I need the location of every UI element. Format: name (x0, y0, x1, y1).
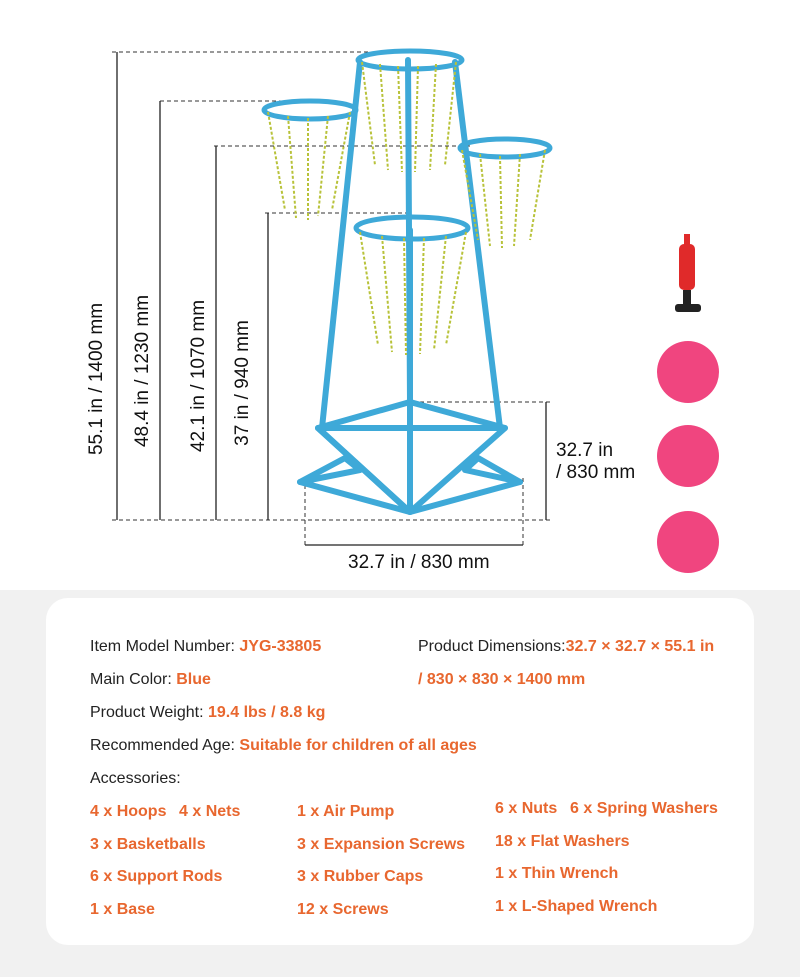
weight-value: 19.4 lbs / 8.8 kg (207, 704, 326, 721)
dims-row (418, 638, 714, 656)
dims-row-2 (418, 671, 585, 689)
stand-frame (300, 60, 520, 512)
accessory-item: 6 x Support Rods (90, 868, 223, 885)
accessory-item: 6 x Nuts (495, 800, 558, 817)
specs-card (46, 598, 754, 945)
accessory-item: 1 x L-Shaped Wrench (495, 898, 658, 915)
basketballs-icon (657, 341, 719, 573)
height-label-940: 37 in / 940 mm (232, 320, 253, 446)
color-row (90, 671, 211, 689)
air-pump-icon (675, 234, 701, 312)
base-width-label: 32.7 in / 830 mm (348, 552, 490, 573)
accessory-item: 12 x Screws (297, 901, 389, 918)
weight-label: Product Weight: (90, 704, 208, 721)
model-row (90, 638, 321, 656)
base-depth-label-2: / 830 mm (556, 462, 636, 483)
accessory-item: 3 x Expansion Screws (297, 836, 466, 853)
height-label-1070: 42.1 in / 1070 mm (188, 299, 209, 453)
color-value: Blue (176, 671, 211, 688)
accessory-item: 6 x Spring Washers (570, 800, 718, 817)
model-label: Item Model Number: (90, 638, 240, 655)
model-value: JYG-33805 (239, 638, 322, 655)
accessory-item: 1 x Thin Wrench (495, 865, 619, 882)
accessory-item: 1 x Base (90, 901, 155, 918)
age-row (90, 737, 477, 755)
dims-value-1: 32.7 × 32.7 × 55.1 in (565, 638, 715, 655)
dims-value-2: / 830 × 830 × 1400 mm (418, 671, 586, 688)
dims-label: Product Dimensions: (418, 638, 566, 655)
accessory-item: 1 x Air Pump (297, 803, 395, 820)
age-label: Recommended Age: (90, 737, 240, 754)
base-depth-label-1: 32.7 in (556, 440, 614, 461)
age-value: Suitable for children of all ages (239, 737, 477, 754)
accessory-item: 4 x Nets (179, 803, 241, 820)
accessory-item: 4 x Hoops (90, 803, 167, 820)
accessories-label: Accessories: (90, 770, 181, 787)
accessory-item: 3 x Rubber Caps (297, 868, 424, 885)
accessory-item: 18 x Flat Washers (495, 833, 630, 850)
height-label-1230: 48.4 in / 1230 mm (132, 294, 153, 448)
weight-row (90, 704, 325, 722)
height-label-1400: 55.1 in / 1400 mm (86, 302, 107, 456)
accessory-item: 3 x Basketballs (90, 836, 206, 853)
color-label: Main Color: (90, 671, 177, 688)
